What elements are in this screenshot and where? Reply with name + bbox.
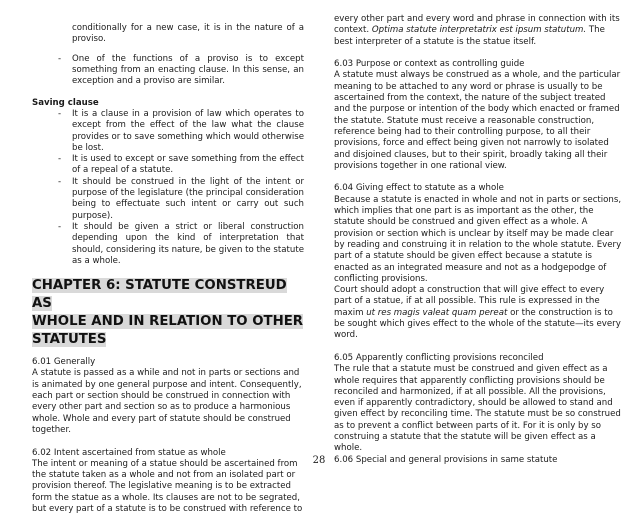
list-item [32, 222, 304, 267]
section-6-02-title: 6.02 Intent ascertained from statue as whole [32, 447, 226, 458]
section-6-03-title: 6.03 Purpose or context as controlling guide [334, 59, 525, 70]
saving-clause-list [32, 109, 304, 267]
section-6-04-body-2 [334, 285, 624, 341]
section-6-04-body: Because a statute is enacted in whole and not in parts or sections, which implies that one part is as important as the other, the statute should be construed and given effect as a whole. A provision or section which is unclear by itself may be made clear by reading and construing it in relation to the whole statute. Every part of a statute should be given effect because a statute is enacted as an integrated measure and not as a hodgepodge of conflicting provisions. [334, 194, 622, 284]
chapter-heading-line-1: CHAPTER 6: STATUTE CONSTREUD AS [32, 278, 287, 312]
section-6-05-title: 6.05 Apparently conflicting provisions reconciled [334, 352, 544, 363]
latin-maxim: Optima statute interpretatrix est ipsum statutum. [371, 25, 587, 36]
list-item [32, 54, 304, 88]
dash-bullet: - [58, 53, 62, 64]
list-item [32, 154, 304, 177]
chapter-heading-line-3: STATUTES [32, 332, 107, 348]
list-item [32, 109, 304, 154]
latin-maxim: ut res magis valeat quam pereat [366, 307, 508, 318]
section-6-06-title: 6.06 Special and general provisions in same statute [334, 454, 558, 465]
section-6-02-body: The intent or meaning of a statue should be ascertained from the statute taken as a whole and not from an isolated part or provision thereof. The legislative meaning is to be extracted form the statue as a whole. Its clauses are not to be segrated, but every part of a statute is to be construed with reference to [32, 458, 303, 514]
body-text-end: or the construction is to be sought which gives effect to the whole of the statute—its every word. [334, 307, 621, 341]
left-column [32, 14, 304, 515]
list-item-text: It should be given a strict or liberal construction depending upon the kind of interpretation that should, considering its nature, be given to the statute as a whole. [72, 221, 304, 266]
dash-bullet: - [58, 108, 62, 119]
saving-clause-heading: Saving clause [32, 97, 99, 108]
list-item [32, 177, 304, 222]
section-6-02-continuation [334, 14, 624, 48]
section-6-04-title: 6.04 Giving effect to statute as a whole [334, 183, 504, 194]
section-6-03-body: A statute must always be construed as a whole, and the particular meaning to be attached to any word or phrase is usually to be ascertained from the context, the nature of the subject treated and the purpose or intention of the body which enacted or framed the statute. Statute must receive a reasonable construction, reference being had to their controlling purpose, to all their provisions, force and effect being given not narrowly to isolated and disjoined clauses, but to their spirit, broadly taking all their provisions together in one rational view. [334, 70, 621, 171]
dash-bullet: - [58, 176, 62, 187]
chapter-heading [32, 277, 304, 349]
proviso-list [32, 54, 304, 88]
list-item-text: One of the functions of a proviso is to except something from an enacting clause. In this sense, an exception and a proviso are similar. [72, 53, 304, 87]
page-number: 28 [312, 455, 326, 466]
dash-bullet: - [58, 221, 62, 232]
list-item-text: It is a clause in a provision of law which operates to except from the effect of the law what the clause provides or to save something which would otherwise be lost. [72, 108, 304, 153]
list-item-text: It is used to except or save something from the effect of a repeal of a statute. [72, 154, 304, 176]
list-item-text: It should be construed in the light of the intent or purpose of the legislature (the principal consideration being to effectuate such intent or carry out such purpose). [72, 176, 304, 221]
chapter-heading-line-2: WHOLE AND IN RELATION TO OTHER [32, 314, 304, 330]
right-column [334, 14, 624, 466]
section-6-01-title: 6.01 Generally [32, 357, 96, 368]
section-6-01-body: A statute is passed as a while and not in parts or sections and is animated by one general purpose and intent. Consequently, each part or section should be construed in connection with every other part and section so as to produce a harmonious whole. Whole and every part of statute should be construed together. [32, 368, 302, 435]
proviso-continuation: conditionally for a new case, it is in the nature of a proviso. [72, 22, 304, 44]
continuation-text: every other part and every word and phrase in connection with its context. [334, 14, 620, 36]
body-text: Court should adopt a construction that will give effect to every part of a statue, if at all possible. This rule is expressed in the maxim [334, 285, 605, 318]
dash-bullet: - [58, 154, 62, 165]
continuation-text-end: The best interpreter of a statute is the statue itself. [334, 25, 605, 47]
section-6-05-body: The rule that a statute must be construed and given effect as a whole requires that apparently conflicting provisions should be reconciled and harmonized, if at all possible. All the provisions, even if apparently contradictory, should be allowed to stand and given effect by reconciling time. The statute must be so construed as to prevent a conflict between parts of it. For it is only by so construing a statute that the statute will be given effect as a whole. [334, 364, 621, 454]
